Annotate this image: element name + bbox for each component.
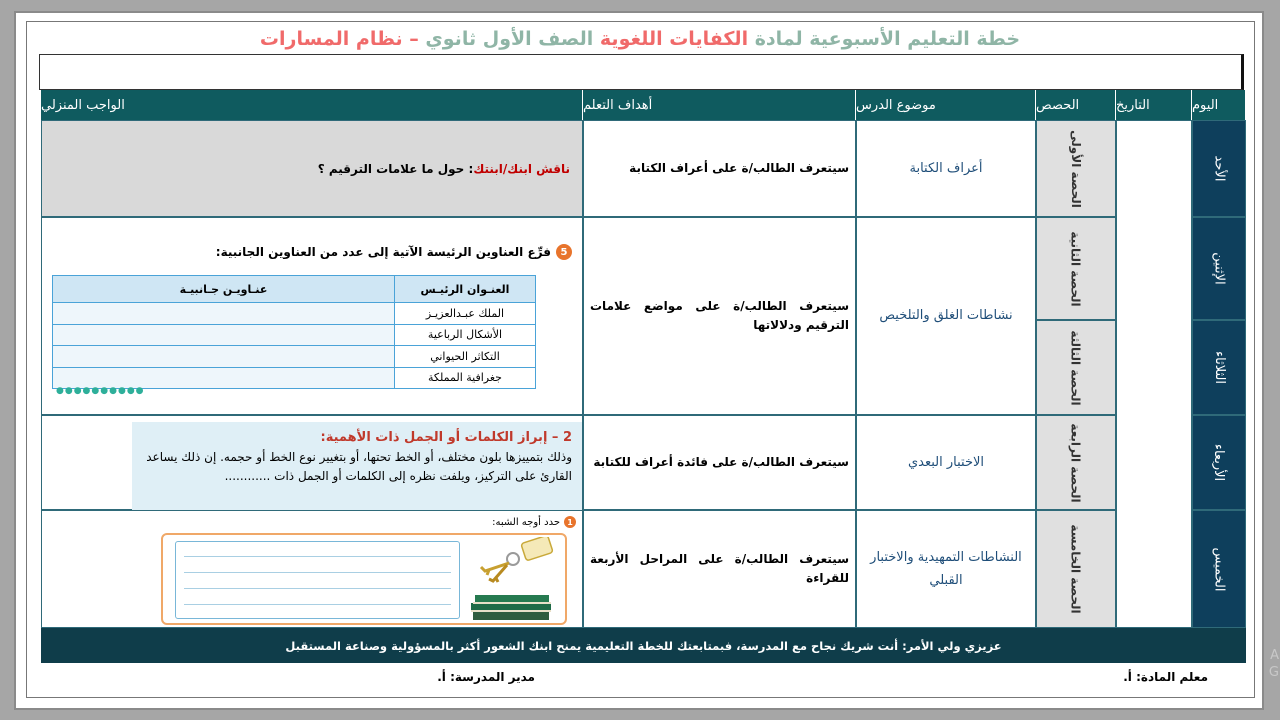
title-system: – نظام المسارات (259, 28, 419, 50)
activation-watermark: A G (1268, 648, 1279, 680)
similarities-exercise (157, 513, 582, 627)
main-heading-cell: جغرافية المملكة (395, 367, 536, 389)
header-day: اليوم (1192, 90, 1246, 120)
highlight-excerpt (132, 422, 582, 510)
answer-lines (175, 541, 460, 619)
period-1: الحصة الأولى (1036, 120, 1116, 217)
period-3: الحصة الثالثة (1036, 320, 1116, 415)
header-topic: موضوع الدرس (856, 90, 1036, 120)
side-heading-cell (53, 324, 395, 346)
headings-table (52, 275, 536, 389)
goal-3: سيتعرف الطالب/ة على فائدة أعراف للكتابة (583, 415, 856, 510)
similarities-label: حدد أوجه الشبه: (492, 516, 560, 528)
col-side-headings: عنـاويـن جـانبيـة (53, 276, 395, 303)
header-goals: أهداف التعلم (583, 90, 856, 120)
teacher-signature: معلم المادة: أ. (1123, 670, 1208, 684)
topic-1: أعراف الكتابة (856, 120, 1036, 217)
period-4: الحصة الرابعة (1036, 415, 1116, 510)
parent-message-bar: عزيزي ولي الأمر: أنت شريك نجاح مع المدرسة، فبمتابعتك للخطة التعليمية يمنح ابنك الشعور أكثر بالمسؤولية وصناعة المستقبل (41, 628, 1246, 663)
highlight-title: 2 – إبراز الكلمات أو الجمل ذات الأهمية: (320, 430, 572, 445)
period-5: الحصة الخامسة (1036, 510, 1116, 628)
title-subject: الكفايات اللغوية (599, 28, 749, 50)
blank-info-strip (39, 54, 1244, 90)
similarities-frame (161, 533, 567, 625)
exercise-5-header (216, 244, 572, 260)
header-periods: الحصص (1036, 90, 1116, 120)
header-homework: الواجب المنزلي (41, 90, 583, 120)
side-heading-cell (53, 346, 395, 368)
day-monday: الإثنين (1192, 217, 1246, 320)
exercise-number-badge: 1 (564, 516, 576, 528)
books-icon (471, 595, 551, 620)
homework-2 (41, 217, 583, 415)
table-row (53, 303, 536, 325)
main-heading-cell: الأشكال الرباعية (395, 324, 536, 346)
exercise-number-badge: 5 (556, 244, 572, 260)
side-heading-cell (53, 303, 395, 325)
day-sunday: الأحد (1192, 120, 1246, 217)
topic-2: نشاطات الغلق والتلخيص (856, 217, 1036, 415)
main-heading-cell: التكاثر الحيواني (395, 346, 536, 368)
col-main-heading: العنـوان الرئيـس (395, 276, 536, 303)
main-heading-cell: الملك عبـدالعزيـز (395, 303, 536, 325)
decorative-dots: ●●●●●●●●●● (56, 386, 145, 396)
homework-1-highlight: ناقش ابنك/ابنتك (473, 161, 570, 176)
similarities-header (492, 516, 576, 528)
homework-1 (41, 120, 583, 217)
title-grade: الصف الأول ثانوي (425, 28, 594, 50)
exercise-5-instruction: فرِّع العناوين الرئيسة الآتية إلى عدد من العناوين الجانبية: (215, 245, 551, 259)
day-tuesday: الثلاثاء (1192, 320, 1246, 415)
plan-title (30, 28, 1250, 50)
table-row (53, 324, 536, 346)
goal-1: سيتعرف الطالب/ة على أعراف الكتابة (583, 120, 856, 217)
topic-3: الاختبار البعدي (856, 415, 1036, 510)
weekly-plan-table (41, 90, 1246, 628)
keys-icon (481, 537, 553, 582)
homework-4 (41, 510, 583, 628)
period-2: الحصة الثانية (1036, 217, 1116, 320)
day-wednesday: الأربعاء (1192, 415, 1246, 510)
highlight-body: وذلك بتمييزها بلون مختلف، أو الخط تحتها، أو بتغيير نوع الخط أو حجمه. إن ذلك يساعد القارئ على التركيز، ويلفت نظره إلى الكلمات أو الجمل ذات ............ (146, 450, 572, 483)
title-part-1: خطة التعليم الأسبوعية لمادة (754, 28, 1021, 50)
homework-3 (41, 415, 583, 510)
homework-1-text: : حول ما علامات الترقيم ؟ (317, 161, 474, 176)
table-row (53, 346, 536, 368)
principal-signature: مدير المدرسة: أ. (437, 670, 535, 684)
goal-2: سيتعرف الطالب/ة على مواضع علامات الترقيم ودلالاتها (583, 217, 856, 415)
goal-4: سيتعرف الطالب/ة على المراحل الأربعة للقراءة (583, 510, 856, 628)
keys-books-illustration (463, 537, 563, 623)
header-date: التاريخ (1116, 90, 1192, 120)
date-column (1116, 120, 1192, 628)
day-thursday: الخميس (1192, 510, 1246, 628)
topic-4: النشاطات التمهيدية والاختبار القبلي (856, 510, 1036, 628)
